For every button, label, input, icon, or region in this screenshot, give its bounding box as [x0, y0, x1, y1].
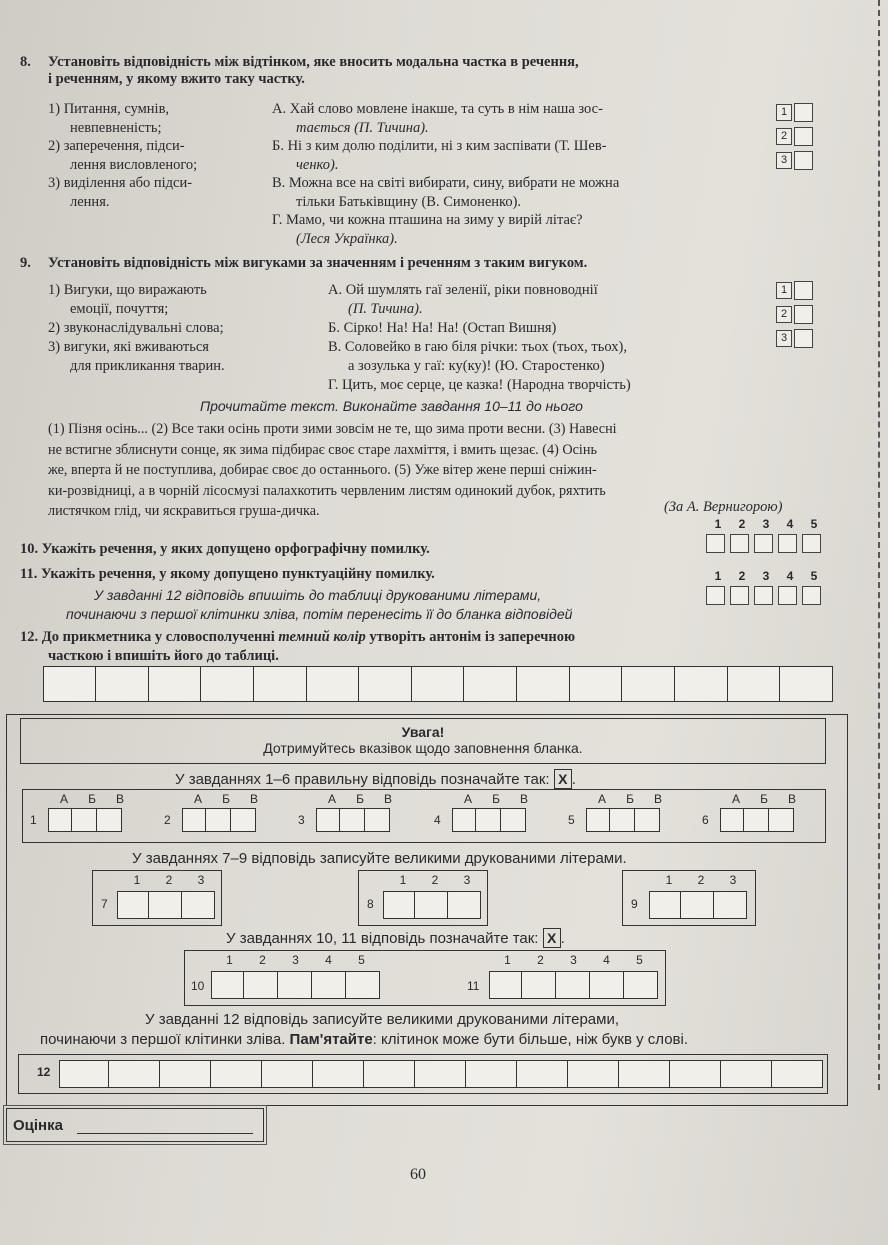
task-4-a[interactable]	[452, 808, 476, 832]
task-7-cell-3[interactable]	[182, 891, 215, 919]
q11-text: 11. Укажіть речення, у якому допущено пунктуаційну помилку.	[20, 566, 435, 582]
q12-cell[interactable]	[516, 666, 570, 702]
task-7-cell-2[interactable]	[149, 891, 182, 919]
q8-box-3[interactable]	[794, 151, 813, 170]
task-12-cell[interactable]	[466, 1060, 517, 1088]
q9-box-3[interactable]	[794, 329, 813, 348]
q12-text: 12. До прикметника у словосполученні темний колір утворіть антонім із заперечною	[20, 629, 576, 645]
q12-cell[interactable]	[200, 666, 254, 702]
task-1-a[interactable]	[48, 808, 72, 832]
task-12-cell[interactable]	[211, 1060, 262, 1088]
q10-box-1[interactable]	[706, 534, 725, 553]
task-8-frame: 1 2 3 8	[358, 870, 488, 926]
q10-col-headers: 1 2 3 4 5	[714, 517, 818, 531]
q12-instruction: У завданні 12 відповідь впишіть до таблиці друкованими літерами, починаючи з першої клітинки зліва, потім перенесіть її до бланка відповідей	[66, 587, 573, 622]
task-3-b[interactable]	[340, 808, 365, 832]
q12-text-line2: часткою і впишіть його до таблиці.	[48, 648, 279, 664]
q12-cell[interactable]	[95, 666, 149, 702]
q10-box-2[interactable]	[730, 534, 749, 553]
task-11-cell-1[interactable]	[489, 971, 522, 999]
reading-source: (За А. Вернигорою)	[664, 499, 783, 515]
q11-box-1[interactable]	[706, 586, 725, 605]
q11-box-5[interactable]	[802, 586, 821, 605]
q9-left-options: 1) Вигуки, що виражають емоції, почуття; 2) звуконаслідувальні слова; 3) вигуки, які вживаються для прикликання тварин.	[48, 282, 225, 374]
q11-box-2[interactable]	[730, 586, 749, 605]
q11-answer-row	[706, 586, 821, 605]
task-9-frame: 1 2 3 9	[622, 870, 756, 926]
page-number: 60	[410, 1166, 426, 1183]
task-3-a[interactable]	[316, 808, 340, 832]
q12-cell[interactable]	[621, 666, 675, 702]
q12-cell[interactable]	[148, 666, 202, 702]
q10-text: 10. Укажіть речення, у яких допущено орфографічну помилку.	[20, 541, 430, 557]
task-4-b[interactable]	[476, 808, 501, 832]
task-7-frame: 1 2 3 7	[92, 870, 222, 926]
task-1-c[interactable]	[97, 808, 122, 832]
q12-cell[interactable]	[358, 666, 412, 702]
q12-cell[interactable]	[306, 666, 360, 702]
task-5-c[interactable]	[635, 808, 660, 832]
grade-box: Оцінка	[6, 1108, 264, 1142]
task-5-a[interactable]	[586, 808, 610, 832]
task-10-cell-1[interactable]	[211, 971, 244, 999]
tasks-10-11-frame: 1 2 3 4 5 10 1 2 3 4 5 11	[184, 950, 666, 1006]
q12-cell[interactable]	[463, 666, 517, 702]
q12-cell[interactable]	[779, 666, 833, 702]
task-5-b[interactable]	[610, 808, 635, 832]
task-10-cell-2[interactable]	[244, 971, 278, 999]
task-4-c[interactable]	[501, 808, 526, 832]
task-6-c[interactable]	[769, 808, 794, 832]
q8-right-options: А. Хай слово мовлене інакше, та суть в нім наша зос- тається (П. Тичина). Б. Ні з ким долю поділити, ні з ким заспівати (Т. Шев- ченко). В. Можна все на світі вибирати, сину, вибрати не можна тільки Батьківщину (В. Симоненко). Г. Мамо, чи кожна пташина на зиму у вирій літає? (Леся Українка).	[272, 101, 620, 247]
task-8-cell-1[interactable]	[383, 891, 415, 919]
instr-12-line1: У завданні 12 відповідь записуйте великими друкованими літерами,	[145, 1011, 620, 1028]
task-5-group: А Б В 5	[568, 792, 672, 832]
instr-1-6: У завданнях 1–6 правильну відповідь позначайте так: X .	[175, 771, 576, 788]
q9-right-options: А. Ой шумлять гаї зеленії, ріки повноводнії (П. Тичина). Б. Сірко! На! На! На! (Остап Вишня) В. Соловейко в гаю біля річки: тьох (тьох, тьох), а зозулька у гаї: ку(ку)! (Ю. Старостенко) Г. Цить, моє серце, це казка! (Народна творчість)	[328, 282, 631, 393]
attention-box: Увага! Дотримуйтесь вказівок щодо заповнення бланка.	[20, 718, 826, 764]
task-10-cell-4[interactable]	[312, 971, 346, 999]
task-1-group: А Б В 1	[30, 792, 134, 832]
task-12-frame: 12	[18, 1054, 828, 1094]
task-6-b[interactable]	[744, 808, 769, 832]
task-12-cell[interactable]	[670, 1060, 721, 1088]
reading-instruction: Прочитайте текст. Виконайте завдання 10–11 до нього	[200, 398, 583, 414]
task-12-cell[interactable]	[721, 1060, 772, 1088]
task-12-cell[interactable]	[517, 1060, 568, 1088]
q9-box-1[interactable]	[794, 281, 813, 300]
task-2-c[interactable]	[231, 808, 256, 832]
q12-cell[interactable]	[727, 666, 781, 702]
task-10-cell-5[interactable]	[346, 971, 380, 999]
task-1-b[interactable]	[72, 808, 97, 832]
mark-example-2: X	[543, 928, 561, 948]
task-12-cell[interactable]	[568, 1060, 619, 1088]
task-12-cell[interactable]	[59, 1060, 109, 1088]
task-12-cell[interactable]	[313, 1060, 364, 1088]
instr-7-9: У завданнях 7–9 відповідь записуйте великими друкованими літерами.	[132, 850, 627, 867]
instr-10-11: У завданнях 10, 11 відповідь позначайте так: X .	[226, 930, 565, 947]
q8-box-1[interactable]	[794, 103, 813, 122]
q9-answer-boxes: 1 2 3	[776, 278, 813, 350]
task-12-cell[interactable]	[619, 1060, 670, 1088]
task-3-group: А Б В 3	[298, 792, 402, 832]
q11-col-headers: 1 2 3 4 5	[714, 569, 818, 583]
task-7-cell-1[interactable]	[117, 891, 149, 919]
task-6-group: А Б В 6	[702, 792, 806, 832]
q8-box-2[interactable]	[794, 127, 813, 146]
q9-box-2[interactable]	[794, 305, 813, 324]
q8-title: Установіть відповідність між відтінком, яке вносить модальна частка в речення, і реченням, у якому вжито таку частку.	[48, 54, 579, 87]
task-9-cell-1[interactable]	[649, 891, 681, 919]
q10-box-4[interactable]	[778, 534, 797, 553]
cut-line	[878, 0, 880, 1090]
q8-number: 8.	[20, 54, 31, 70]
q8-left-options: 1) Питання, сумнів, невпевненість; 2) заперечення, підси- лення висловленого; 3) виділення або підси- лення.	[48, 101, 198, 210]
task-9-cell-3[interactable]	[714, 891, 747, 919]
q12-cell[interactable]	[569, 666, 623, 702]
q10-box-3[interactable]	[754, 534, 773, 553]
task-10-cell-3[interactable]	[278, 971, 312, 999]
q9-title: Установіть відповідність між вигуками за значенням і реченням з таким вигуком.	[48, 255, 588, 271]
task-2-a[interactable]	[182, 808, 206, 832]
q12-cell[interactable]	[43, 666, 97, 702]
instr-12-line2: починаючи з першої клітинки зліва. Пам'ятайте: клітинок може бути більше, ніж букв у слові.	[40, 1031, 689, 1048]
task-11-cell-4[interactable]	[590, 971, 624, 999]
task-2-group: А Б В 2	[164, 792, 268, 832]
task-9-cell-2[interactable]	[681, 891, 714, 919]
task-8-cell-2[interactable]	[415, 891, 448, 919]
task-11-cell-3[interactable]	[556, 971, 590, 999]
q8-answer-boxes: 1 2 3	[776, 100, 813, 172]
task-11-cell-2[interactable]	[522, 971, 556, 999]
q12-cell[interactable]	[411, 666, 465, 702]
task-4-group: А Б В 4	[434, 792, 538, 832]
reading-text: (1) Пізня осінь... (2) Все таки осінь проти зими зовсім не те, що зима проти весни. (3) Навесні не встигне зблиснути сонце, як зима підбирає своє старе лахміття, і вмить щезає. (4) Осінь же, вперта й не поступлива, добирає своє до останнього. (5) Уже вітер жене перші сніжин- ки-розвідниці, а в чорній лісосмузі палахкотить червленим листям одинокий дубок, ряхтить листячком глід, чи яскравиться груша-дичка.	[48, 421, 617, 519]
q10-box-5[interactable]	[802, 534, 821, 553]
task-12-cell[interactable]	[364, 1060, 415, 1088]
task-12-cell[interactable]	[160, 1060, 211, 1088]
mark-example: X	[554, 769, 572, 789]
task-12-cell[interactable]	[262, 1060, 313, 1088]
q12-cell[interactable]	[253, 666, 307, 702]
grade-line[interactable]	[77, 1133, 253, 1134]
task-12-cell[interactable]	[772, 1060, 823, 1088]
task-6-a[interactable]	[720, 808, 744, 832]
q9-number: 9.	[20, 255, 31, 271]
task-12-cell[interactable]	[415, 1060, 466, 1088]
q11-box-3[interactable]	[754, 586, 773, 605]
task-8-cell-3[interactable]	[448, 891, 481, 919]
task-11-cell-5[interactable]	[624, 971, 658, 999]
q10-answer-row	[706, 534, 821, 553]
task-12-cell[interactable]	[109, 1060, 160, 1088]
task-2-b[interactable]	[206, 808, 231, 832]
q12-cell[interactable]	[674, 666, 728, 702]
q11-box-4[interactable]	[778, 586, 797, 605]
q12-answer-cells	[44, 666, 833, 702]
task-3-c[interactable]	[365, 808, 390, 832]
